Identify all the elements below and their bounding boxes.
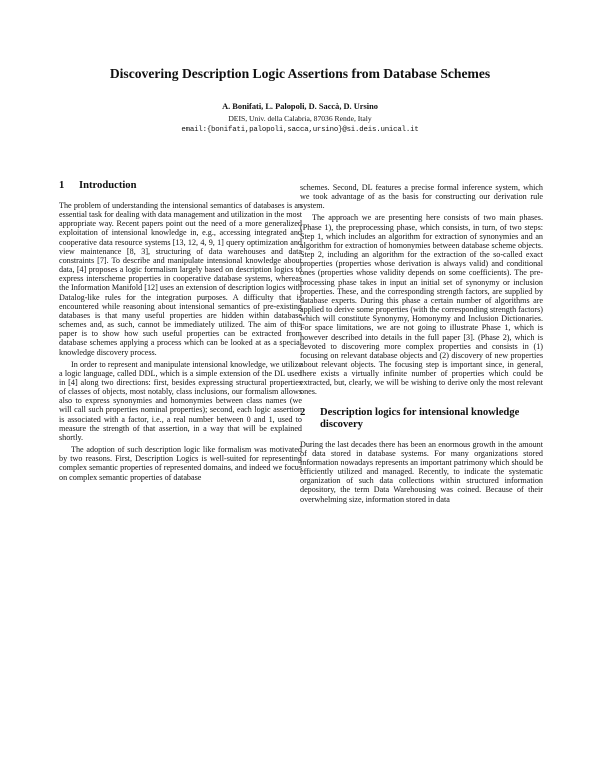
paragraph: The adoption of such description logic like formalism was motivated by two reasons. First, Description Logics is well-suited for representing complex semantic properties of represented domains, and indeed we focus on complex semantic properties of database: [59, 445, 302, 482]
paragraph: During the last decades there has been an enormous growth in the amount of data stored in database systems. For many organizations stored information nowadays represents an important patrimony which should be efficiently utilized and managed. Recently, to indicate the systematic organization of such data collections within structured information depository, the term Data Warehousing was coined. Because of their overwhelming size, information stored in data: [300, 439, 543, 504]
section-title: Introduction: [79, 180, 137, 191]
paragraph: The problem of understanding the intensional semantics of databases is an essential task for dealing with data management and utilization in the most appropriate way. Recent papers point out the need of a more generalized exploitation of intensional knowledge in, e.g., accessing integrated and cooperative data resource systems [13, 12, 4, 9, 1] query optimization and view maintenance [8, 3], structuring of data warehouses and data constraints [7]. To describe and manipulate intensional knowledge about data, [4] proposes a logic formalism largely based on description logics to express interscheme properties in cooperative database systems, whereas the Information Manifold [12] uses an extension of description logics with Datalog-like rules for the integration purposes. A difficulty that is encountered while reasoning about intensional semantics of pre-existing databases is that many useful properties are hidden within database schemes and, as such, cannot be immediately utilized. The aim of this paper is to show how such useful properties can be extracted from database schemes applying a process which can be looked at as a special knowledge discovery process.: [59, 201, 303, 357]
paper-title: Discovering Description Logic Assertions from Database Schemes: [109, 66, 491, 81]
section-number: 1: [59, 180, 65, 191]
paper-email: email:{bonifati,palopoli,sacca,ursino}@si.deis.unical.it: [181, 126, 419, 134]
section-title: Description logics for intensional knowledge discovery: [320, 406, 520, 430]
section-heading-description-logics: [300, 407, 543, 431]
right-column: [300, 183, 543, 504]
paper-authors: A. Bonifati, L. Palopoli, D. Saccà, D. Ursino: [222, 102, 378, 111]
paragraph: The approach we are presenting here consists of two main phases. (Phase 1), the preprocessing phase, which consists, in turn, of two steps: Step 1, which includes an algorithm for extraction of synonymies and an algorithm for extraction of homonymies between database scheme objects. Step 2, including an algorithm for the extraction of the so-called exact properties (properties whose derivation is always valid) and conditional ones (properties whose validity depends on some coefficients). The pre-processing phase takes in input an initial set of synonymy or inclusion properties. These, and the corresponding strength factors, are supplied by database experts. During this phase a certain number of algorithms are applied to derive some properties (with the corresponding strength factors) which will constitute Synonymy, Homonymy and Inclusion Dictionaries. For space limitations, we are not going to illustrate Phase 1, which is however described into details in the full paper [3]. (Phase 2), which is devoted to discovering more complex properties and consists in (1) focusing on relevant database objects and (2) discovery of new properties about relevant objects. The focusing step is important since, in general, there exists a virtually infinite number of properties which could be extracted, but, clearly, we will be wishing to derive only the most relevant ones.: [300, 213, 544, 397]
paragraph-continued: schemes. Second, DL features a precise formal inference system, which we took advantage of as the basis for constructing our derivation rule system.: [300, 183, 543, 211]
section-heading-introduction: [59, 180, 302, 192]
paragraph: In order to represent and manipulate intensional knowledge, we utilize a logic language, called DDL, which is a simple extension of the DL used in [4] along two directions: first, besides expressing structural properties of classes of objects, most notably, class inclusions, our formalism allows also to express synonymies and homonymies between class names (we will call such properties nominal properties); second, each logic assertion is associated with a factor, i.e., a real number between 0 and 1, used to measure the strength of that assertion, in a way that will be explained shortly.: [59, 359, 302, 442]
paper-affiliation: DEIS, Univ. della Calabria, 87036 Rende, Italy: [228, 114, 372, 123]
section-number: 2: [300, 406, 306, 418]
left-column: [59, 180, 302, 482]
